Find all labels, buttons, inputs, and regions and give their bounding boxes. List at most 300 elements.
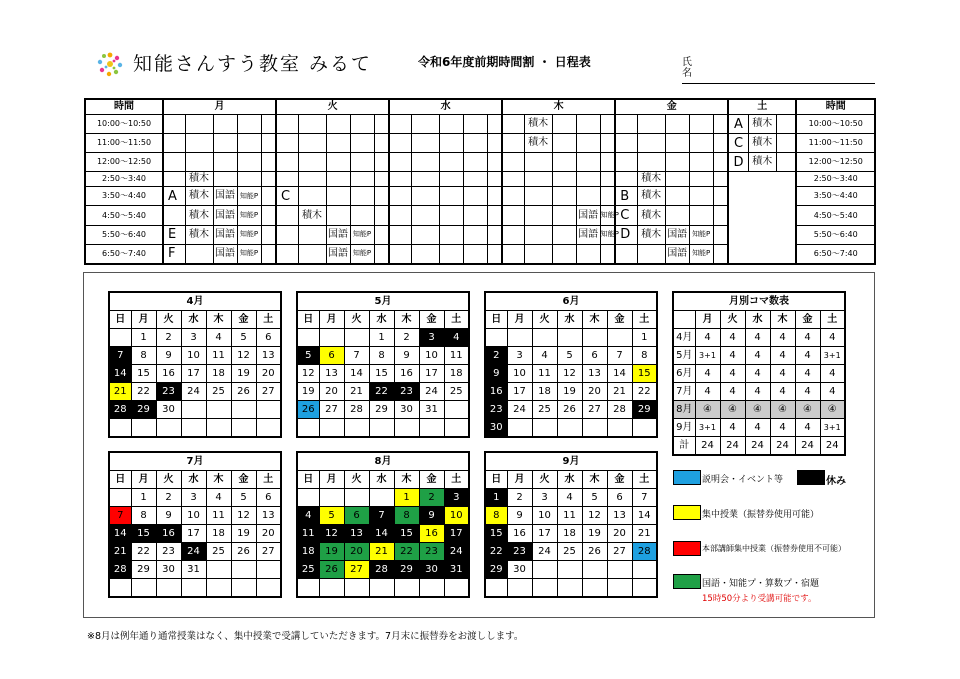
calendar-day: 24 (181, 543, 206, 561)
count-value: 4 (720, 419, 745, 437)
calendar-day (206, 401, 231, 419)
calendar-day: 8 (632, 347, 657, 365)
calendar-day (231, 561, 256, 579)
calendar-day (632, 579, 657, 598)
calendar-day: 8 (394, 507, 419, 525)
count-header-cell: 月 (695, 311, 720, 329)
lesson-cell (411, 115, 439, 134)
calendar-day: 26 (557, 401, 582, 419)
count-value: 24 (720, 437, 745, 456)
lesson-cell (185, 244, 213, 264)
count-header-cell: 金 (795, 311, 820, 329)
lesson-cell (600, 134, 615, 153)
lesson-cell (463, 134, 487, 153)
calendar-day: 16 (419, 525, 444, 543)
lesson-cell (213, 115, 237, 134)
calendar-day: 6 (319, 347, 344, 365)
lesson-cell (237, 134, 261, 153)
calendar-day (206, 579, 231, 598)
calendar-day: 2 (485, 347, 507, 365)
lesson-cell (298, 153, 326, 172)
weekday-header: 月 (319, 311, 344, 329)
calendar-day (607, 329, 632, 347)
lesson-cell (389, 244, 411, 264)
calendar-month-title: 9月 (485, 452, 657, 471)
calendar-5 (296, 451, 470, 598)
calendar-day: 28 (369, 561, 394, 579)
count-value: 4 (770, 365, 795, 383)
count-value: 4 (820, 329, 845, 347)
calendar-day: 10 (507, 365, 532, 383)
calendar-day (507, 579, 532, 598)
calendar-day: 16 (485, 383, 507, 401)
lesson-cell (665, 206, 689, 225)
calendar-day: 3 (444, 489, 469, 507)
calendar-day: 5 (231, 489, 256, 507)
lesson-cell: 知能P (689, 225, 713, 244)
calendar-day: 21 (109, 383, 131, 401)
time-slot: 5:50～6:40 (85, 225, 163, 244)
count-value: 4 (770, 383, 795, 401)
lesson-cell (615, 244, 637, 264)
calendar-day: 29 (369, 401, 394, 419)
calendar-day: 22 (131, 543, 156, 561)
lesson-cell (439, 134, 463, 153)
calendar-day (485, 579, 507, 598)
calendar-day: 22 (394, 543, 419, 561)
lesson-cell (374, 225, 389, 244)
calendar-day: 14 (607, 365, 632, 383)
calendar-day: 17 (444, 525, 469, 543)
calendar-day: 11 (206, 347, 231, 365)
calendar-day: 9 (156, 347, 181, 365)
sat-class-cell: D (728, 153, 748, 172)
lesson-cell (261, 206, 276, 225)
calendar-day: 30 (419, 561, 444, 579)
lesson-cell (552, 134, 576, 153)
weekday-header: 水 (557, 471, 582, 489)
lesson-cell (689, 187, 713, 206)
weekday-header: 月 (507, 311, 532, 329)
calendar-day: 5 (319, 507, 344, 525)
lesson-cell (665, 172, 689, 187)
footnote: ※8月は例年通り通常授業はなく、集中授業で受講していただきます。7月末に振替券をお渡しします。 (87, 631, 524, 642)
lesson-cell (689, 206, 713, 225)
sat-lesson-cell: 積木 (748, 115, 776, 134)
lesson-cell (552, 153, 576, 172)
calendar-day: 11 (444, 347, 469, 365)
lesson-cell (261, 153, 276, 172)
calendar-day (156, 419, 181, 438)
calendar-day (369, 419, 394, 438)
calendar-day (557, 419, 582, 438)
count-value: 24 (770, 437, 795, 456)
weekday-header: 木 (394, 471, 419, 489)
weekday-header: 水 (181, 471, 206, 489)
time-slot: 6:50～7:40 (796, 244, 875, 264)
calendar-day (419, 419, 444, 438)
lesson-cell (487, 172, 502, 187)
lesson-cell (637, 134, 665, 153)
count-month-label: 4月 (673, 329, 695, 347)
lesson-cell (374, 244, 389, 264)
lesson-cell (439, 225, 463, 244)
calendar-day (394, 419, 419, 438)
count-value: 4 (720, 347, 745, 365)
calendar-day: 13 (607, 507, 632, 525)
lesson-cell: 国語 (213, 225, 237, 244)
name-field[interactable] (682, 57, 875, 84)
calendar-day (231, 579, 256, 598)
count-value: ④ (770, 401, 795, 419)
lesson-cell (637, 153, 665, 172)
sat-class-cell: C (728, 134, 748, 153)
lesson-cell (487, 134, 502, 153)
lesson-cell (600, 172, 615, 187)
calendar-day: 2 (156, 489, 181, 507)
lesson-cell: D (615, 225, 637, 244)
timetable-header-cell: 金 (615, 99, 728, 115)
calendar-day: 5 (231, 329, 256, 347)
legend-subjects-label: 国語・知能プ・算数プ・宿題 (702, 579, 820, 589)
lesson-cell (298, 244, 326, 264)
weekday-header: 日 (297, 471, 319, 489)
calendar-day: 3 (507, 347, 532, 365)
calendar-day: 26 (582, 543, 607, 561)
lesson-cell (298, 225, 326, 244)
calendar-day: 14 (632, 507, 657, 525)
count-value: ④ (820, 401, 845, 419)
count-value: 4 (820, 383, 845, 401)
calendar-month-title: 8月 (297, 452, 469, 471)
lesson-cell (713, 153, 728, 172)
lesson-cell (552, 225, 576, 244)
calendar-day: 7 (109, 347, 131, 365)
lesson-cell (411, 172, 439, 187)
weekday-header: 金 (419, 311, 444, 329)
calendar-day: 11 (297, 525, 319, 543)
calendar-6 (484, 451, 658, 598)
calendar-day: 15 (369, 365, 394, 383)
lesson-cell: 国語 (665, 244, 689, 264)
lesson-cell (576, 153, 600, 172)
calendar-day: 21 (369, 543, 394, 561)
calendar-day: 6 (582, 347, 607, 365)
lesson-cell (600, 115, 615, 134)
calendar-day: 4 (532, 347, 557, 365)
calendar-day: 25 (297, 561, 319, 579)
lesson-cell (261, 244, 276, 264)
calendar-day: 29 (632, 401, 657, 419)
count-month-label: 7月 (673, 383, 695, 401)
calendar-day: 3 (532, 489, 557, 507)
calendar-day (632, 561, 657, 579)
weekday-header: 木 (394, 311, 419, 329)
lesson-cell (411, 153, 439, 172)
calendar-day: 24 (181, 383, 206, 401)
count-month-label: 9月 (673, 419, 695, 437)
time-slot: 4:50～5:40 (796, 206, 875, 225)
sat-lesson-cell: 積木 (748, 153, 776, 172)
calendar-day: 14 (344, 365, 369, 383)
calendar-2 (296, 291, 470, 438)
count-value: 4 (745, 347, 770, 365)
lesson-cell (600, 153, 615, 172)
calendar-day: 18 (444, 365, 469, 383)
document-title: 令和6年度前期時間割 ・ 日程表 (418, 55, 591, 69)
lesson-cell (389, 153, 411, 172)
lesson-cell (326, 172, 350, 187)
calendar-day: 24 (507, 401, 532, 419)
calendar-day (297, 419, 319, 438)
lesson-cell (326, 153, 350, 172)
calendar-day: 16 (507, 525, 532, 543)
count-month-label: 5月 (673, 347, 695, 365)
weekday-header: 日 (297, 311, 319, 329)
calendar-day (369, 579, 394, 598)
lesson-cell (185, 153, 213, 172)
lesson-cell (276, 225, 298, 244)
calendar-day: 13 (582, 365, 607, 383)
calendar-day: 17 (507, 383, 532, 401)
lesson-cell (713, 187, 728, 206)
lesson-cell (502, 134, 524, 153)
timetable-row (85, 115, 875, 134)
timetable-header-cell: 時間 (85, 99, 163, 115)
time-slot: 11:00～11:50 (796, 134, 875, 153)
calendar-day: 27 (256, 543, 281, 561)
legend-holiday-swatch (797, 470, 825, 485)
calendar-day: 18 (532, 383, 557, 401)
calendar-day: 7 (369, 507, 394, 525)
calendar-day (369, 489, 394, 507)
calendar-day: 20 (607, 525, 632, 543)
lesson-cell: 積木 (637, 172, 665, 187)
calendar-day: 15 (131, 525, 156, 543)
lesson-cell (213, 134, 237, 153)
calendar-day (231, 401, 256, 419)
lesson-cell (276, 115, 298, 134)
lesson-cell: 積木 (185, 187, 213, 206)
lesson-cell: C (615, 206, 637, 225)
lesson-cell (163, 134, 185, 153)
count-value: 24 (820, 437, 845, 456)
calendar-day (256, 561, 281, 579)
calendar-day (607, 561, 632, 579)
calendar-day: 11 (532, 365, 557, 383)
calendar-day: 2 (419, 489, 444, 507)
calendar-day: 25 (444, 383, 469, 401)
lesson-cell (502, 244, 524, 264)
school-name: 知能さんすう教室 みるて (133, 53, 372, 75)
lesson-cell: 積木 (637, 187, 665, 206)
lesson-cell (185, 115, 213, 134)
lesson-cell: E (163, 225, 185, 244)
calendar-day: 10 (419, 347, 444, 365)
lesson-cell: 国語 (326, 244, 350, 264)
lesson-cell (237, 115, 261, 134)
calendar-day: 29 (131, 561, 156, 579)
weekday-header: 水 (369, 311, 394, 329)
lesson-cell (524, 244, 552, 264)
count-value: 4 (745, 329, 770, 347)
calendar-day (419, 579, 444, 598)
calendar-day (256, 401, 281, 419)
count-value: 24 (745, 437, 770, 456)
time-slot: 6:50～7:40 (85, 244, 163, 264)
calendar-day (532, 329, 557, 347)
calendar-day: 5 (582, 489, 607, 507)
calendar-day (319, 419, 344, 438)
lesson-cell: 知能P (350, 244, 374, 264)
calendar-day: 4 (444, 329, 469, 347)
count-value: 3+1 (820, 419, 845, 437)
lesson-cell (439, 206, 463, 225)
lesson-cell: C (276, 187, 298, 206)
calendar-day: 9 (507, 507, 532, 525)
lesson-cell (689, 153, 713, 172)
lesson-cell: 積木 (298, 206, 326, 225)
calendar-day: 9 (485, 365, 507, 383)
lesson-cell (261, 225, 276, 244)
lesson-cell (524, 187, 552, 206)
lesson-cell: 知能P (689, 244, 713, 264)
count-value: 3+1 (820, 347, 845, 365)
timetable-header-row (85, 99, 875, 115)
time-slot: 3:50～4:40 (796, 187, 875, 206)
calendar-day: 7 (109, 507, 131, 525)
legend-intensive-swatch (673, 505, 701, 520)
count-table-title: 月別コマ数表 (673, 292, 845, 311)
lesson-cell (261, 115, 276, 134)
calendar-day: 12 (231, 507, 256, 525)
weekday-header: 金 (419, 471, 444, 489)
calendar-day (532, 419, 557, 438)
calendar-day (444, 401, 469, 419)
weekday-header: 土 (444, 311, 469, 329)
lesson-cell: 積木 (524, 115, 552, 134)
lesson-cell (163, 115, 185, 134)
count-value: 4 (745, 365, 770, 383)
calendar-day (344, 419, 369, 438)
calendar-day: 12 (582, 507, 607, 525)
calendar-day (156, 579, 181, 598)
timetable-header-cell: 火 (276, 99, 389, 115)
lesson-cell: 国語 (326, 225, 350, 244)
calendar-day (109, 419, 131, 438)
lesson-cell (389, 225, 411, 244)
calendar-4 (108, 451, 282, 598)
calendar-day: 16 (394, 365, 419, 383)
calendar-day (507, 329, 532, 347)
calendar-day (256, 579, 281, 598)
calendar-day: 22 (369, 383, 394, 401)
lesson-cell: F (163, 244, 185, 264)
lesson-cell (637, 115, 665, 134)
lesson-cell (713, 115, 728, 134)
lesson-cell (552, 244, 576, 264)
calendar-month-title: 7月 (109, 452, 281, 471)
lesson-cell (213, 153, 237, 172)
weekday-header: 火 (532, 311, 557, 329)
lesson-cell: 知能P (350, 225, 374, 244)
calendar-day: 19 (231, 525, 256, 543)
lesson-cell (389, 134, 411, 153)
timetable-row (85, 172, 875, 187)
count-value: 4 (795, 329, 820, 347)
calendar-day: 13 (256, 507, 281, 525)
calendar-day: 22 (485, 543, 507, 561)
lesson-cell (615, 153, 637, 172)
lesson-cell (713, 244, 728, 264)
calendar-day: 19 (582, 525, 607, 543)
lesson-cell (487, 187, 502, 206)
lesson-cell (374, 153, 389, 172)
calendar-day (582, 579, 607, 598)
lesson-cell (502, 225, 524, 244)
count-value: 4 (695, 329, 720, 347)
calendar-day: 17 (419, 365, 444, 383)
weekday-header: 火 (532, 471, 557, 489)
lesson-cell (276, 206, 298, 225)
calendar-3 (484, 291, 658, 438)
lesson-cell (576, 115, 600, 134)
lesson-cell (615, 172, 637, 187)
count-header-cell: 土 (820, 311, 845, 329)
lesson-cell (411, 244, 439, 264)
lesson-cell (163, 153, 185, 172)
count-value: 24 (695, 437, 720, 456)
calendar-day: 17 (181, 365, 206, 383)
calendar-day: 24 (532, 543, 557, 561)
calendar-day (394, 579, 419, 598)
header (95, 47, 885, 87)
lesson-cell: 知能P (237, 244, 261, 264)
lesson-cell (411, 134, 439, 153)
lesson-cell (487, 244, 502, 264)
calendar-day: 10 (532, 507, 557, 525)
timetable-header-cell: 土 (728, 99, 796, 115)
calendar-day: 25 (206, 543, 231, 561)
calendar-day (344, 579, 369, 598)
calendar-day: 1 (131, 489, 156, 507)
lesson-cell (615, 134, 637, 153)
count-value: ④ (695, 401, 720, 419)
calendar-day: 8 (485, 507, 507, 525)
weekday-header: 日 (109, 311, 131, 329)
lesson-cell (689, 134, 713, 153)
calendar-day: 20 (582, 383, 607, 401)
calendar-day (507, 419, 532, 438)
weekday-header: 水 (181, 311, 206, 329)
lesson-cell (276, 134, 298, 153)
lesson-cell (350, 172, 374, 187)
calendar-day (632, 419, 657, 438)
lesson-cell (326, 206, 350, 225)
timetable (84, 98, 876, 265)
calendar-day: 13 (256, 347, 281, 365)
calendar-day (319, 579, 344, 598)
calendar-day: 29 (131, 401, 156, 419)
calendar-day: 3 (181, 329, 206, 347)
calendar-day: 30 (394, 401, 419, 419)
lesson-cell (487, 153, 502, 172)
count-value: 3+1 (695, 419, 720, 437)
calendar-day: 22 (632, 383, 657, 401)
calendar-day: 14 (369, 525, 394, 543)
weekday-header: 金 (607, 311, 632, 329)
count-value: 4 (820, 365, 845, 383)
